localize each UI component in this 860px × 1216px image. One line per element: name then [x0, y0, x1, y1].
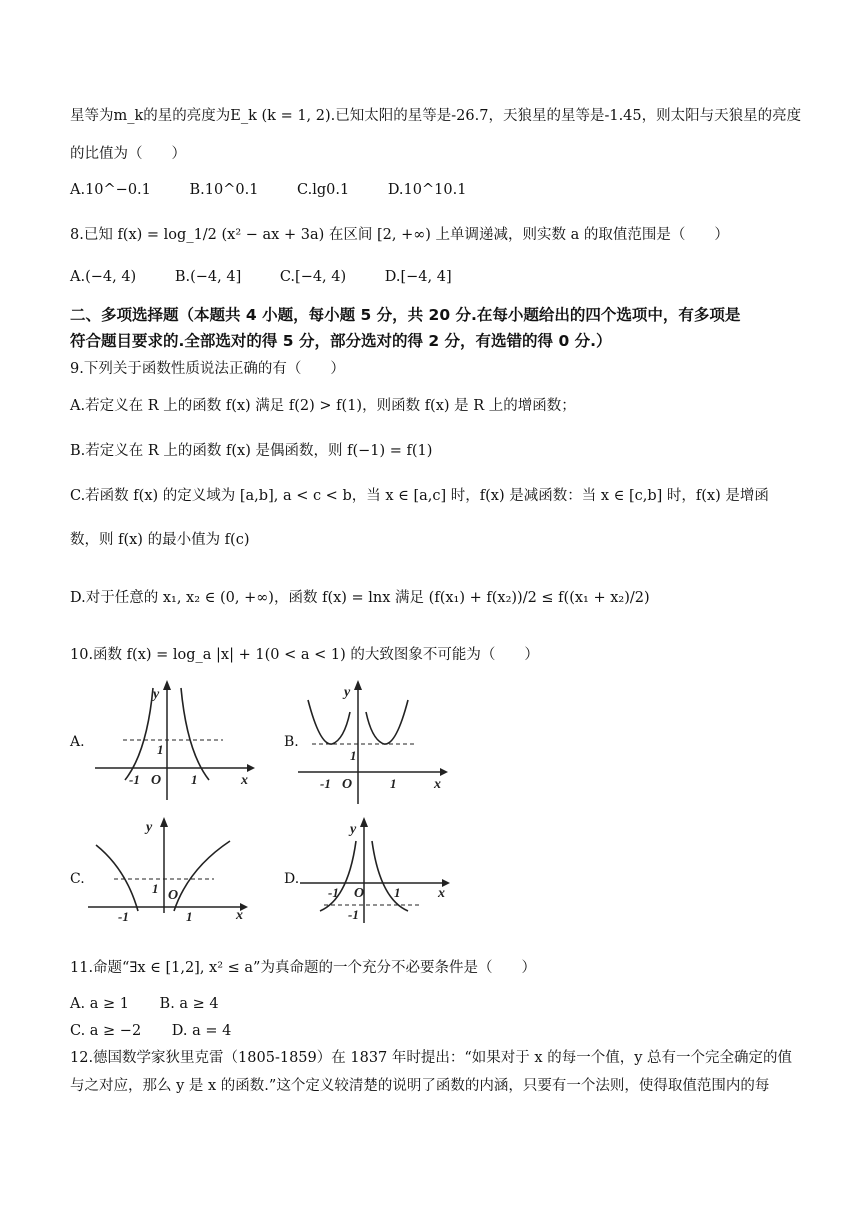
q7-line2: 的比值为（ ）	[70, 146, 186, 162]
q9-option-d: D.对于任意的 x₁, x₂ ∈ (0, +∞)，函数 f(x) = lnx 满足 (f(x₁) + f(x₂))/2 ≤ f((x₁ + x₂)/2)	[70, 590, 650, 606]
graph-d-one-x: 1	[394, 885, 401, 900]
graph-c-label: C.	[70, 871, 85, 887]
graph-d-origin: O	[354, 886, 365, 901]
q7-line1: 星等为m_k的星的亮度为E_k (k = 1, 2).已知太阳的星等是-26.7，天狼星的星等是-1.45，则太阳与天狼星的亮度	[70, 108, 802, 124]
q8-option-c: C.[−4, 4)	[279, 269, 347, 285]
graph-d-y-label: y	[350, 822, 357, 837]
graph-a-label: A.	[70, 734, 85, 750]
q9-option-a: A.若定义在 R 上的函数 f(x) 满足 f(2) > f(1)，则函数 f(x) 是 R 上的增函数；	[70, 398, 576, 414]
section2-heading-line2: 符合题目要求的.全部选对的得 5 分，部分选对的得 2 分，有选错的得 0 分.）	[70, 332, 612, 350]
graph-b-neg1: -1	[320, 776, 331, 791]
q12-line1: 12.德国数学家狄里克雷（1805-1859）在 1837 年时提出：“如果对于 x 的每一个值，y 总有一个完全确定的值	[70, 1050, 792, 1066]
graph-a-one-x: 1	[191, 772, 198, 787]
graph-d-x-label: x	[438, 886, 445, 901]
q8-option-a: A.(−4, 4)	[70, 269, 137, 285]
q11-stem: 11.命题“∃x ∈ [1,2], x² ≤ a”为真命题的一个充分不必要条件是（ ）	[70, 960, 536, 976]
graph-b-one-y: 1	[350, 748, 357, 763]
graph-d	[300, 815, 460, 925]
q9-option-c-line1: C.若函数 f(x) 的定义域为 [a,b], a < c < b，当 x ∈ [a,c] 时，f(x) 是减函数：当 x ∈ [c,b] 时，f(x) 是增函	[70, 488, 769, 504]
q7-options	[70, 180, 500, 200]
graph-c-neg1: -1	[118, 909, 129, 924]
graph-d-label: D.	[284, 871, 300, 887]
graph-b-label: B.	[284, 734, 299, 750]
graph-c	[88, 815, 258, 924]
graph-b-origin: O	[342, 777, 353, 792]
q7-option-a: A.10^−0.1	[70, 182, 151, 198]
q8-option-b: B.(−4, 4]	[174, 269, 242, 285]
graph-c-y-label: y	[146, 820, 153, 835]
q8-option-d: D.[−4, 4]	[384, 269, 452, 285]
q9-stem: 9.下列关于函数性质说法正确的有（ ）	[70, 361, 345, 377]
graph-b-x-label: x	[434, 777, 441, 792]
q12-line2: 与之对应，那么 y 是 x 的函数.”这个定义较清楚的说明了函数的内涵，只要有一个法则，使得取值范围内的每	[70, 1078, 770, 1094]
q7-option-b: B.10^0.1	[189, 182, 259, 198]
q11-option-d: D. a = 4	[171, 1023, 232, 1039]
q9-option-b: B.若定义在 R 上的函数 f(x) 是偶函数，则 f(−1) = f(1)	[70, 443, 433, 459]
graph-b	[298, 680, 458, 800]
q9-option-c-line2: 数，则 f(x) 的最小值为 f(c)	[70, 532, 250, 548]
section2-heading-line1: 二、多项选择题（本题共 4 小题，每小题 5 分，共 20 分.在每小题给出的四个选项中，有多项是	[70, 306, 741, 324]
q11-options-row2	[70, 1021, 257, 1041]
graph-a-one-y: 1	[157, 742, 164, 757]
q8-options	[70, 267, 486, 287]
q8-stem: 8.已知 f(x) = log_1/2 (x² − ax + 3a) 在区间 [2, +∞) 上单调递减，则实数 a 的取值范围是（ ）	[70, 227, 729, 243]
graph-a-neg1: -1	[129, 772, 140, 787]
graph-a-x-label: x	[241, 773, 248, 788]
graph-a-origin: O	[151, 773, 162, 788]
graph-c-x-label: x	[236, 908, 243, 923]
q11-options-row1	[70, 994, 245, 1014]
q11-option-a: A. a ≥ 1	[70, 996, 129, 1012]
graph-c-origin: O	[168, 888, 179, 903]
q7-option-c: C.lg0.1	[297, 182, 350, 198]
graph-b-one-x: 1	[390, 776, 397, 791]
graph-c-one-x: 1	[186, 909, 193, 924]
graph-d-neg1-y: -1	[348, 907, 359, 922]
q11-option-b: B. a ≥ 4	[159, 996, 219, 1012]
graph-c-one-y: 1	[152, 881, 159, 896]
graph-b-y-label: y	[344, 685, 351, 700]
q11-option-c: C. a ≥ −2	[70, 1023, 142, 1039]
graph-d-neg1-x: -1	[328, 885, 339, 900]
graph-a	[95, 680, 255, 800]
q10-stem: 10.函数 f(x) = log_a |x| + 1(0 < a < 1) 的大致图象不可能为（ ）	[70, 647, 539, 663]
q7-option-d: D.10^10.1	[387, 182, 467, 198]
graph-a-y-label: y	[153, 687, 160, 702]
